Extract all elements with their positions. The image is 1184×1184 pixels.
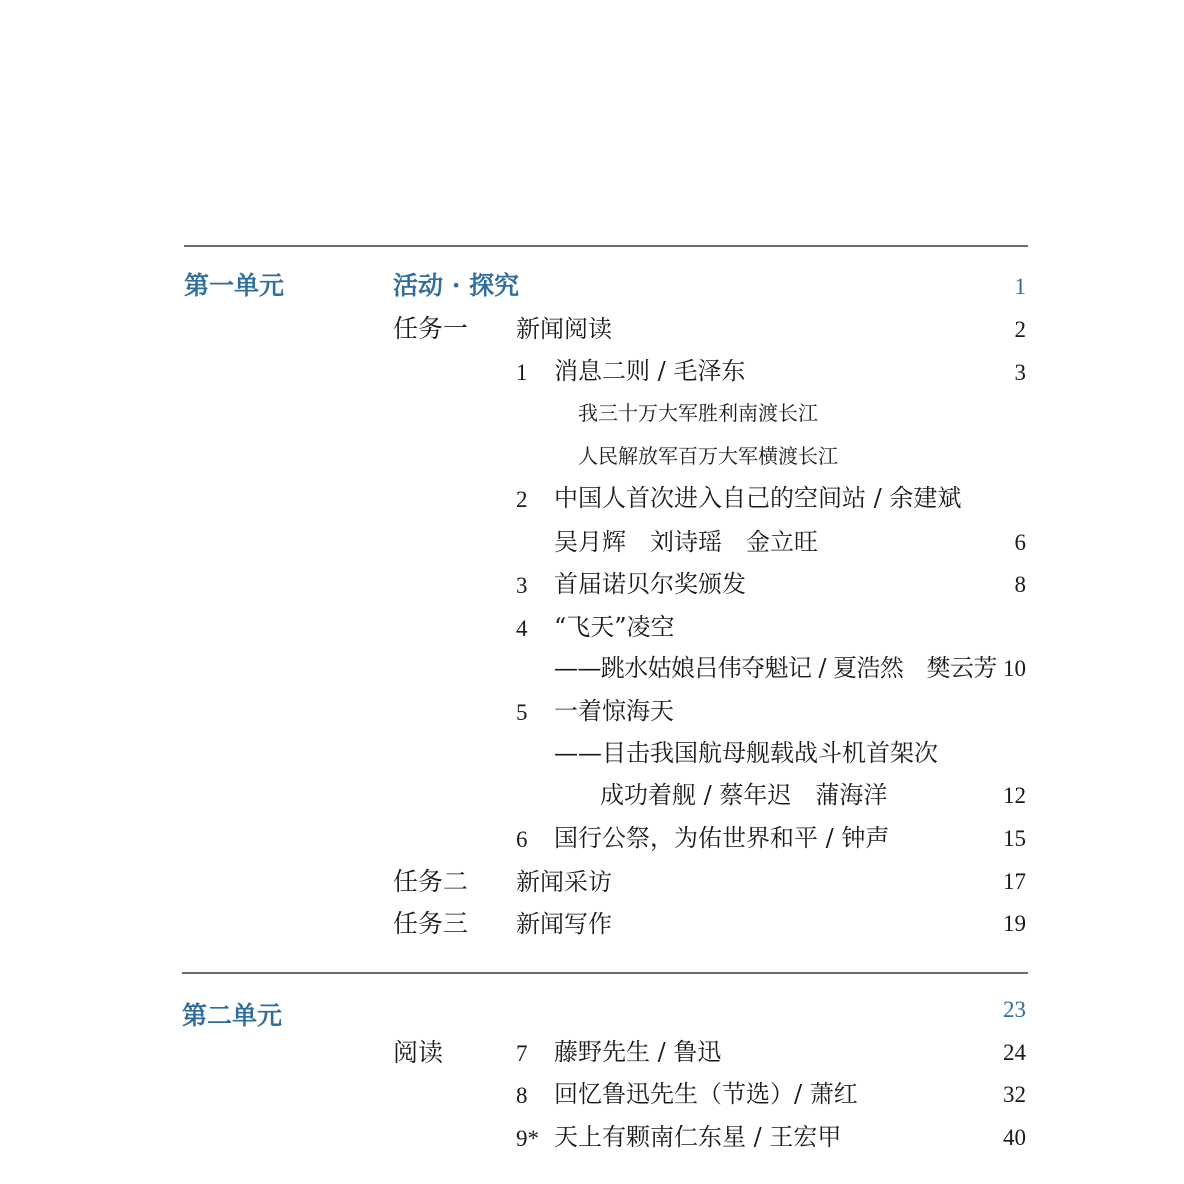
lesson2-page: 6	[1014, 530, 1026, 555]
lesson6-page: 15	[1003, 826, 1026, 851]
lesson4-line1: “飞天”凌空	[554, 613, 675, 641]
lesson8-title: 回忆鲁迅先生（节选）/ 萧红	[554, 1080, 858, 1108]
lesson8-page: 32	[1003, 1082, 1026, 1107]
lesson3-number: 3	[516, 573, 528, 598]
lesson1-sub1: 我三十万大军胜利南渡长江	[578, 401, 818, 425]
lesson5-line3: 成功着舰 / 蔡年迟 蒲海洋	[600, 781, 888, 809]
lesson5-page: 12	[1003, 783, 1026, 808]
lesson2-number: 2	[516, 487, 528, 512]
lesson8-number: 8	[516, 1083, 528, 1108]
task2-label: 任务二	[393, 867, 469, 896]
task1-title: 新闻阅读	[516, 315, 612, 343]
lesson5-number: 5	[516, 700, 528, 725]
task3-page: 19	[1003, 911, 1026, 936]
unit1-activity-label: 活动 · 探究	[393, 271, 520, 300]
lesson7-title: 藤野先生 / 鲁迅	[554, 1038, 722, 1066]
lesson7-number: 7	[516, 1041, 528, 1066]
lesson6-number: 6	[516, 827, 528, 852]
lesson3-page: 8	[1014, 572, 1026, 597]
unit2-section-reading: 阅读	[393, 1038, 444, 1067]
lesson6-title: 国行公祭，为佑世界和平 / 钟声	[554, 824, 890, 852]
task1-label: 任务一	[393, 314, 469, 343]
unit2-page: 23	[1003, 997, 1026, 1022]
unit2-top-rule	[182, 972, 1028, 974]
lesson1-page: 3	[1014, 360, 1026, 385]
lesson4-number: 4	[516, 616, 528, 641]
lesson5-line1: 一着惊海天	[554, 697, 674, 725]
lesson1-title: 消息二则 / 毛泽东	[554, 357, 746, 385]
task3-label: 任务三	[393, 909, 469, 938]
lesson9-page: 40	[1003, 1125, 1026, 1150]
unit2-title: 第二单元	[182, 1001, 283, 1030]
lesson5-line2: ——目击我国航母舰载战斗机首架次	[554, 739, 938, 767]
lesson9-number: 9*	[516, 1126, 539, 1151]
task2-page: 17	[1003, 869, 1026, 894]
lesson3-title: 首届诺贝尔奖颁发	[554, 570, 746, 598]
lesson4-page: 10	[1003, 656, 1026, 681]
lesson4-line2: ——跳水姑娘吕伟夺魁记 / 夏浩然 樊云芳	[554, 654, 997, 682]
lesson1-sub2: 人民解放军百万大军横渡长江	[578, 444, 838, 468]
lesson2-line1: 中国人首次进入自己的空间站 / 余建斌	[554, 484, 962, 512]
task1-page: 2	[1014, 317, 1026, 342]
lesson1-number: 1	[516, 360, 528, 385]
lesson7-page: 24	[1003, 1040, 1026, 1065]
task3-title: 新闻写作	[516, 910, 612, 938]
lesson9-title: 天上有颗南仁东星 / 王宏甲	[554, 1123, 842, 1151]
lesson2-line2: 吴月辉 刘诗瑶 金立旺	[554, 528, 818, 556]
unit1-activity-page: 1	[1014, 274, 1026, 299]
unit1-top-rule	[184, 245, 1028, 247]
task2-title: 新闻采访	[516, 868, 612, 896]
unit1-title: 第一单元	[184, 271, 285, 300]
